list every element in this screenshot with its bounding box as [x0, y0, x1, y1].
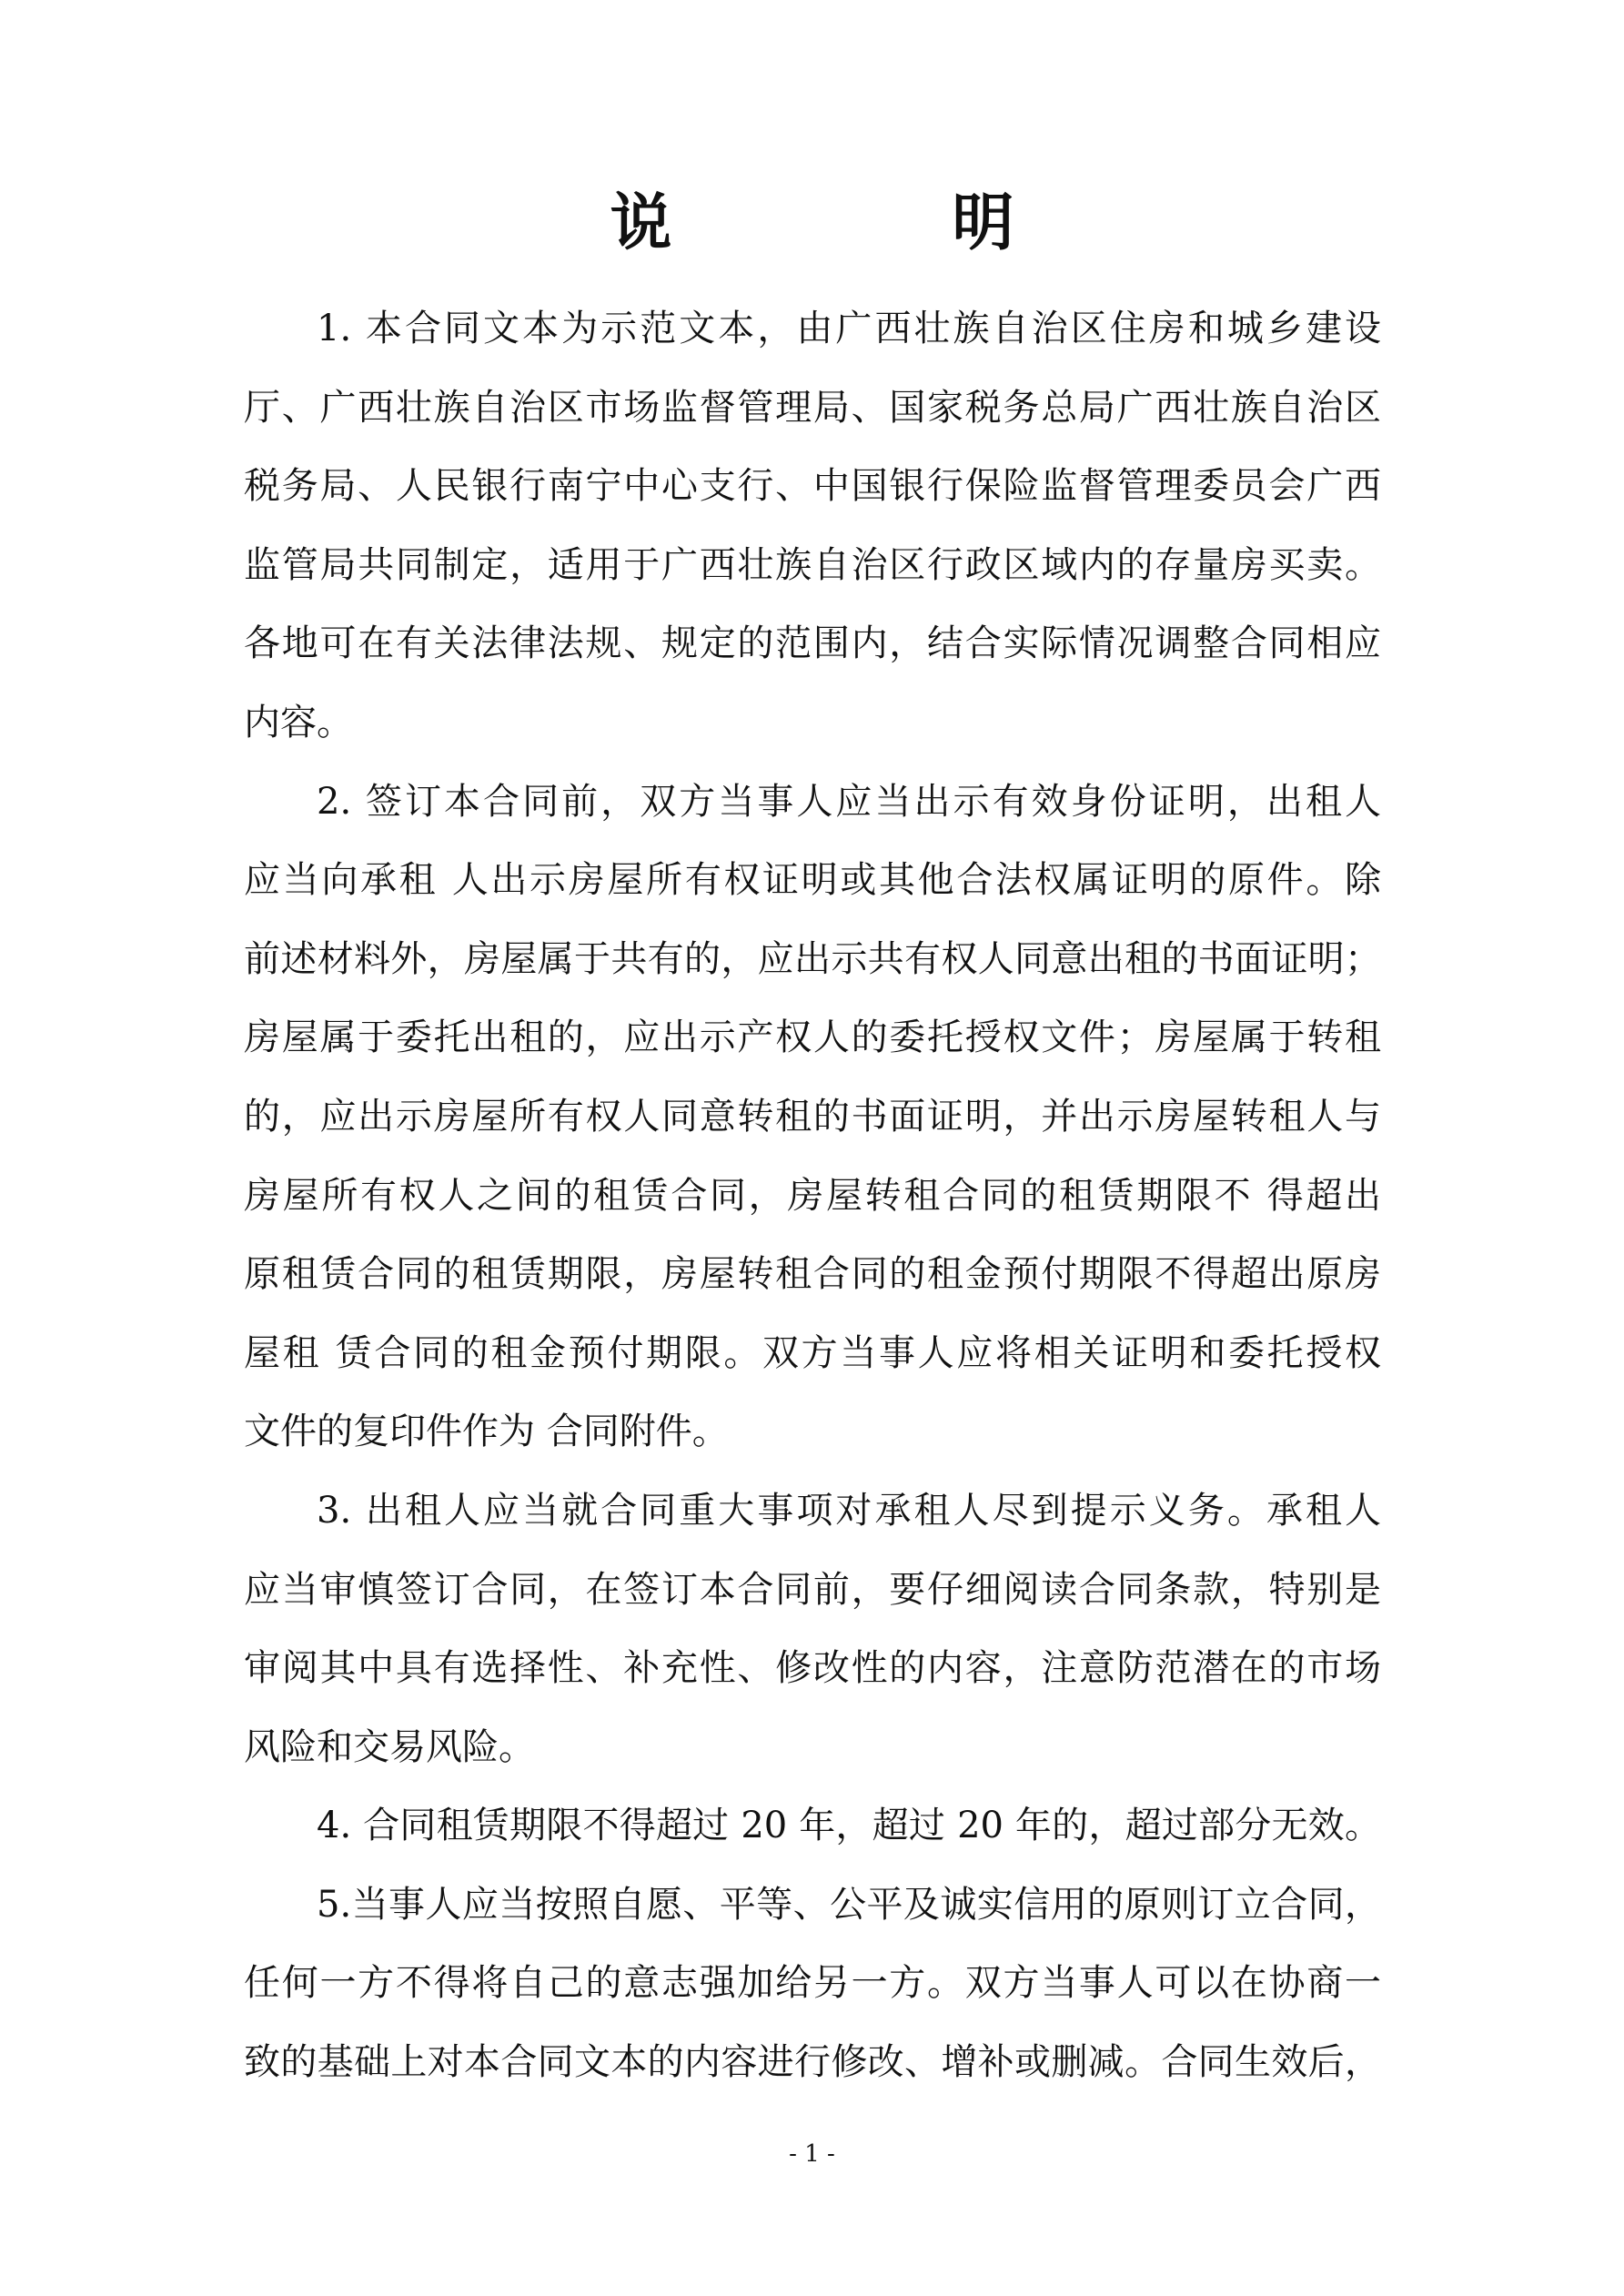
text-line: 2. 签订本合同前，双方当事人应当出示有效身份证明，出租人: [317, 780, 1381, 823]
text-line: 应当审慎签订合同，在签订本合同前，要仔细阅读合同条款，特别是: [244, 1568, 1381, 1611]
text-line: 任何一方不得将自己的意志强加给另一方。双方当事人可以在协商一: [244, 1962, 1381, 2005]
paragraph-4: [244, 1786, 1381, 1866]
page-title: 说 明: [610, 187, 1124, 259]
text-line: 前述材料外，房屋属于共有的，应出示共有权人同意出租的书面证明；: [244, 937, 1381, 980]
text-line: 原租赁合同的租赁期限，房屋转租合同的租金预付期限不得超出原房: [244, 1253, 1381, 1296]
text-line: 3. 出租人应当就合同重大事项对承租人尽到提示义务。承租人: [317, 1489, 1381, 1532]
text-line: 文件的复印件作为 合同附件。: [244, 1411, 729, 1453]
text-line: 4. 合同租赁期限不得超过 20 年，超过 20 年的，超过部分无效。: [317, 1805, 1381, 1847]
text-line: 内容。: [244, 701, 353, 743]
paragraph-1: [244, 289, 1381, 763]
text-line: 屋租 赁合同的租金预付期限。双方当事人应将相关证明和委托授权: [244, 1331, 1381, 1374]
text-line: 监管局共同制定，适用于广西壮族自治区行政区域内的存量房买卖。: [244, 543, 1381, 586]
text-line: 厅、广西壮族自治区市场监督管理局、国家税务总局广西壮族自治区: [244, 386, 1381, 429]
paragraph-5: [244, 1866, 1381, 2102]
text-line: 税务局、人民银行南宁中心支行、中国银行保险监督管理委员会广西: [244, 465, 1381, 508]
text-line: 审阅其中具有选择性、补充性、修改性的内容，注意防范潜在的市场: [244, 1647, 1381, 1690]
text-line: 各地可在有关法律法规、规定的范围内，结合实际情况调整合同相应: [244, 622, 1381, 665]
text-line: 致的基础上对本合同文本的内容进行修改、增补或删减。合同生效后，: [244, 2041, 1381, 2084]
text-line: 房屋属于委托出租的，应出示产权人的委托授权文件；房屋属于转租: [244, 1017, 1381, 1059]
text-line: 房屋所有权人之间的租赁合同，房屋转租合同的租赁期限不 得超出: [244, 1174, 1381, 1217]
text-line: 1. 本合同文本为示范文本，由广西壮族自治区住房和城乡建设: [317, 308, 1381, 349]
document-body: [244, 289, 1381, 2102]
text-line: 的，应出示房屋所有权人同意转租的书面证明，并出示房屋转租人与: [244, 1095, 1381, 1138]
paragraph-3: [244, 1472, 1381, 1786]
text-line: 5.当事人应当按照自愿、平等、公平及诚实信用的原则订立合同，: [317, 1883, 1381, 1926]
text-line: 风险和交易风险。: [244, 1725, 535, 1768]
text-line: 应当向承租 人出示房屋所有权证明或其他合法权属证明的原件。除: [244, 859, 1381, 902]
page-number: - 1 -: [789, 2140, 835, 2168]
paragraph-2: [244, 763, 1381, 1472]
